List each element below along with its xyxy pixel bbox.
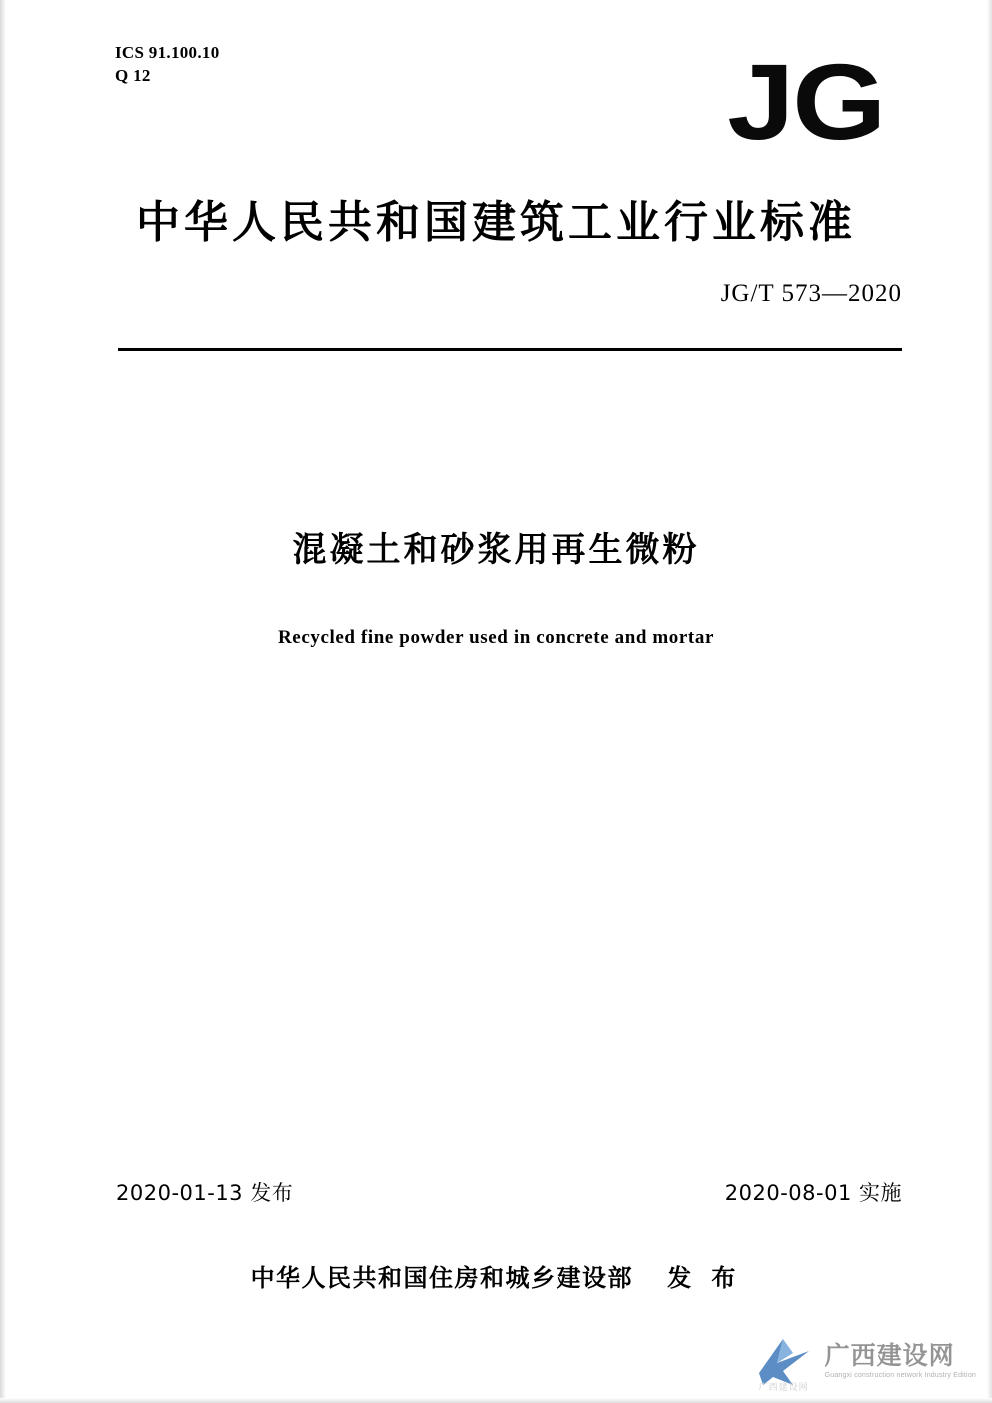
publisher-line — [0, 1258, 992, 1293]
ics-code-block — [115, 42, 220, 88]
standard-series-title: 中华人民共和国建筑工业行业标准 — [136, 197, 856, 248]
document-title-english: Recycled fine powder used in concrete and mortar — [277, 627, 714, 648]
page-edge-shadow-bottom — [0, 1398, 992, 1403]
jg-logo: JG — [727, 41, 884, 162]
watermark-site-name: 广西建设网 — [824, 1340, 955, 1370]
publisher-verb: 发 布 — [667, 1264, 742, 1292]
header-divider — [118, 348, 902, 351]
publisher-name: 中华人民共和国住房和城乡建设部 — [250, 1264, 634, 1292]
watermark — [753, 1333, 976, 1392]
star-icon — [753, 1333, 815, 1392]
issue-date: 2020-01-13 发布 — [116, 1181, 294, 1205]
watermark-site-subtitle: Guangxi construction network Industry Edition — [824, 1372, 976, 1380]
watermark-ghost-text: 广西建设网 — [758, 1382, 809, 1392]
ics-code: ICS 91.100.10 — [115, 43, 220, 62]
classification-code: Q 12 — [115, 65, 151, 85]
effective-date: 2020-08-01 实施 — [724, 1181, 902, 1205]
document-title-chinese: 混凝土和砂浆用再生微粉 — [292, 530, 700, 570]
standard-number: JG/T 573—2020 — [720, 280, 902, 307]
watermark-text-block — [825, 1342, 976, 1380]
